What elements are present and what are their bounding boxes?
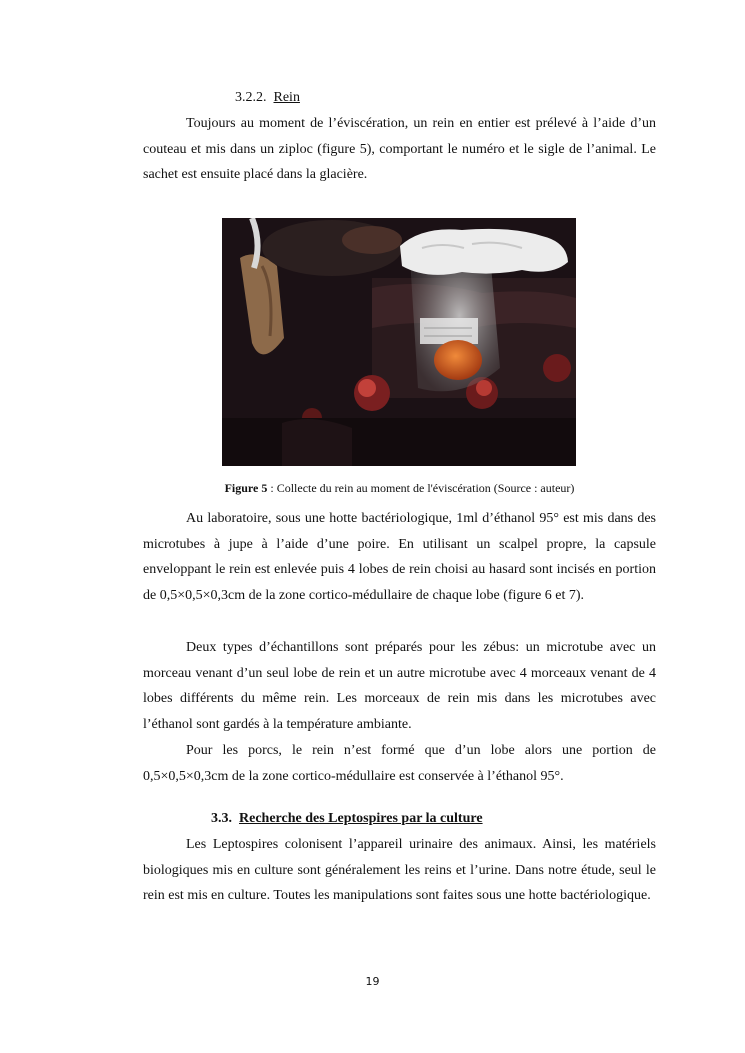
figure-label: Figure 5 (224, 481, 268, 495)
section-heading-3-2-2 (235, 89, 300, 107)
page-number: 19 (365, 975, 380, 988)
section-number: 3.2.2. (235, 90, 267, 105)
paragraph-leptospires: Les Leptospires colonisent l’appareil urinaire des animaux. Ainsi, les matériels biologiques mis en culture sont généralement les reins et l’urine. Dans notre étude, seul le rein est mis en culture. Toutes les manipulations sont faites sous une hotte bactériologique. (143, 837, 656, 904)
section-title: Rein (273, 90, 300, 105)
figure-5-caption (143, 480, 656, 496)
figure-5-photo (222, 218, 576, 466)
paragraph-rein-collection: Toujours au moment de l’éviscération, un rein en entier est prélevé à l’aide d’un couteau et mis dans un ziploc (figure 5), comportant le numéro et le sigle de l’animal. Le sachet est ensuite placé dans la glacière. (143, 116, 656, 183)
paragraph-echantillons: Deux types d’échantillons sont préparés pour les zébus: un microtube avec un morceau venant d’un seul lobe de rein et un autre microtube avec 4 morceaux venant de 4 lobes différents du même rein. Les morceaux de rein mis dans les microtubes avec l’éthanol sont gardés à la température ambiante. (143, 640, 656, 733)
section-heading-3-3 (211, 810, 483, 828)
section-number: 3.3. (211, 811, 232, 826)
paragraph-porcs: Pour les porcs, le rein n’est formé que d’un lobe alors une portion de 0,5×0,5×0,3cm de la zone cortico-médullaire est conservée à l’éthanol 95°. (143, 743, 656, 784)
paragraph-laboratoire: Au laboratoire, sous une hotte bactériologique, 1ml d’éthanol 95° est mis dans des microtubes à jupe à l’aide d’une poire. En utilisant un scalpel propre, la capsule enveloppant le rein est enlevée puis 4 lobes de rein choisi au hasard sont incisés en portion de 0,5×0,5×0,3cm de la zone cortico-médullaire de chaque lobe (figure 6 et 7). (143, 511, 656, 604)
section-title: Recherche des Leptospires par la culture (239, 811, 483, 826)
figure-caption-text: : Collecte du rein au moment de l'éviscération (Source : auteur) (267, 481, 575, 495)
